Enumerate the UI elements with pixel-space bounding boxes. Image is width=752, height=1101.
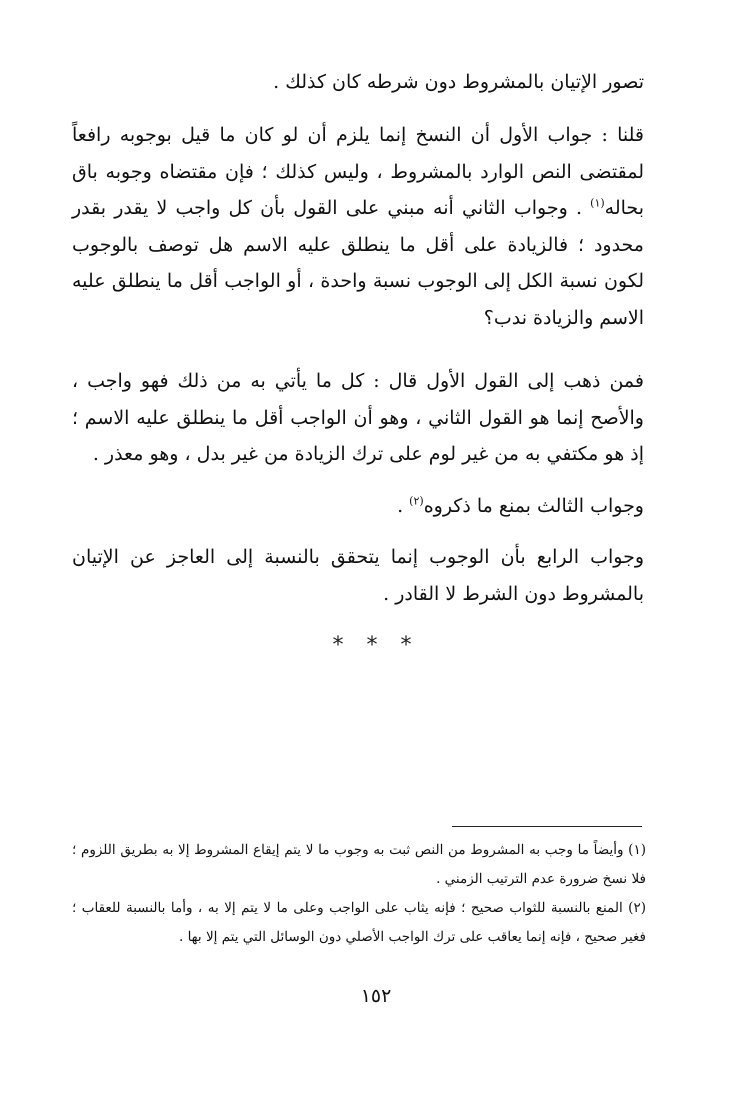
page-number: ١٥٢ <box>360 985 392 1007</box>
footnote-divider <box>452 826 642 827</box>
section-separator: * * * <box>332 633 420 658</box>
footnote-reference-1: (١) <box>590 196 605 210</box>
paragraph-text <box>72 117 644 336</box>
body-paragraph-3 <box>72 363 644 473</box>
footnote-reference-2: (٢) <box>409 494 424 508</box>
footnote-2: (٢) المنع بالنسبة للثواب صحيح ؛ فإنه يثاب على الواجب وعلى ما لا يتم إلا به ، وأما بالنسبة للعقاب ؛ فغير صحيح ، فإنه إنما يعاقب على ترك الواجب الأصلي دون الوسائل التي يتم إلا بها . <box>72 900 646 945</box>
body-paragraph-5 <box>72 539 644 612</box>
paragraph-text-part-2: . وجواب الثاني أنه مبني على القول بأن كل واجب لا يقدر بقدر محدود ؛ فالزيادة على أقل ما ينطلق عليه الاسم هل توصف بالوجوب لكون نسبة الكل إلى الوجوب نسبة واحدة ، أو الواجب أقل ما ينطلق عليه الاسم والزيادة ندب؟ <box>72 197 644 329</box>
paragraph-text: فمن ذهب إلى القول الأول قال : كل ما يأتي به من ذلك فهو واجب ، والأصح إنما هو القول الثاني ، وهو أن الواجب أقل ما ينطلق عليه الاسم ؛ إذ هو مكتفي به من غير لوم على ترك الزيادة من غير بدل ، وهو معذر . <box>72 370 644 465</box>
paragraph-text: تصور الإتيان بالمشروط دون شرطه كان كذلك . <box>273 71 644 93</box>
body-paragraph-2 <box>72 117 644 336</box>
paragraph-text-part-2: . <box>397 495 410 517</box>
paragraph-text: وجواب الرابع بأن الوجوب إنما يتحقق بالنسبة إلى العاجز عن الإتيان بالمشروط دون الشرط لا القادر . <box>72 546 644 605</box>
footnotes <box>72 836 646 952</box>
paragraph-text-part-1: وجواب الثالث بمنع ما ذكروه <box>423 495 644 517</box>
footnote-1: (١) وأيضاً ما وجب به المشروط من النص ثبت به وجوب ما لا يتم إيقاع المشروط إلا به بطريق اللزوم ؛ فلا نسخ ضرورة عدم الترتيب الزمني . <box>72 842 646 887</box>
paragraph-text <box>72 488 644 525</box>
body-paragraph-1 <box>72 64 644 101</box>
paragraph-text-part-1: قلنا : جواب الأول أن النسخ إنما يلزم أن لو كان ما قيل بوجوبه رافعاً لمقتضى النص الوارد بالمشروط ، وليس كذلك ؛ فإن مقتضاه وجوبه باق بحاله <box>72 124 644 219</box>
body-paragraph-4 <box>72 488 644 525</box>
